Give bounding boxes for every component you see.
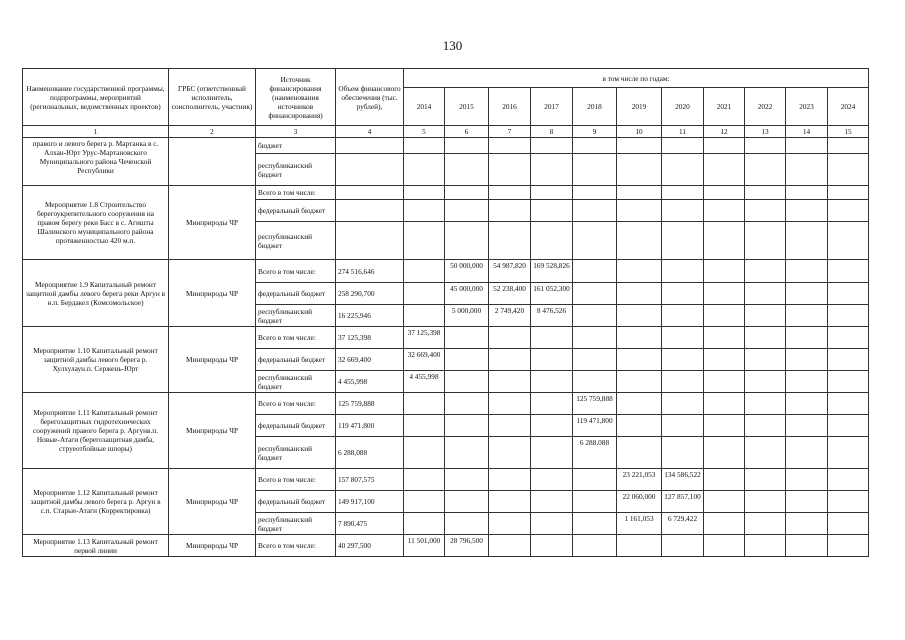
year-amount-cell (489, 469, 531, 491)
year-amount-cell: 45 000,000 (445, 283, 489, 305)
total-cell: 16 225,946 (336, 305, 404, 327)
year-amount-cell (445, 138, 489, 154)
financing-table (22, 68, 869, 557)
year-amount-cell (489, 327, 531, 349)
year-amount-cell (786, 437, 828, 469)
activity-name: Мероприятие 1.9 Капитальный ремонт защитной дамбы левого берега реки Аргун в н.п. Бердакел (Комсомольское) (23, 260, 169, 327)
source-cell: Всего в том числе: (256, 260, 336, 283)
year-amount-cell (828, 186, 869, 200)
year-amount-cell (662, 154, 704, 186)
year-amount-cell (573, 327, 617, 349)
year-amount-cell (445, 437, 489, 469)
year-amount-cell (531, 349, 573, 371)
header-row (23, 69, 869, 88)
year-amount-cell (828, 349, 869, 371)
year-amount-cell: 54 987,820 (489, 260, 531, 283)
year-amount-cell (617, 327, 662, 349)
year-amount-cell (573, 283, 617, 305)
grbs-cell: Минприроды ЧР (169, 186, 256, 260)
year-amount-cell (445, 327, 489, 349)
year-amount-cell (828, 469, 869, 491)
year-amount-cell: 125 759,888 (573, 393, 617, 415)
year-amount-cell (617, 260, 662, 283)
header-grbs: ГРБС (ответственный исполнитель, соисполнитель, участник) (169, 69, 256, 126)
year-amount-cell (404, 513, 445, 535)
year-amount-cell (745, 415, 786, 437)
year-amount-cell (617, 305, 662, 327)
year-amount-cell (828, 491, 869, 513)
year-amount-cell (445, 186, 489, 200)
year-amount-cell (704, 349, 745, 371)
source-cell: республиканский бюджет (256, 437, 336, 469)
total-cell (336, 138, 404, 154)
total-cell (336, 222, 404, 260)
year-amount-cell (489, 154, 531, 186)
year-amount-cell: 52 238,400 (489, 283, 531, 305)
year-amount-cell (828, 200, 869, 222)
year-amount-cell (745, 186, 786, 200)
year-amount-cell (489, 222, 531, 260)
year-amount-cell (745, 393, 786, 415)
year-amount-cell (662, 393, 704, 415)
year-amount-cell (786, 393, 828, 415)
year-amount-cell (531, 186, 573, 200)
grbs-cell: Минприроды ЧР (169, 469, 256, 535)
year-amount-cell (662, 305, 704, 327)
year-amount-cell (445, 371, 489, 393)
source-cell: Всего в том числе: (256, 327, 336, 349)
year-amount-cell: 28 796,500 (445, 535, 489, 557)
year-amount-cell (404, 305, 445, 327)
year-amount-cell (704, 283, 745, 305)
year-amount-cell (662, 222, 704, 260)
total-cell: 4 455,998 (336, 371, 404, 393)
year-amount-cell (745, 222, 786, 260)
year-header: 2023 (786, 88, 828, 126)
year-amount-cell (573, 154, 617, 186)
source-cell: республиканский бюджет (256, 513, 336, 535)
year-amount-cell (786, 327, 828, 349)
table-row (23, 138, 869, 154)
column-number: 6 (445, 126, 489, 138)
year-amount-cell (531, 371, 573, 393)
year-amount-cell (662, 437, 704, 469)
year-amount-cell (745, 371, 786, 393)
year-amount-cell (489, 535, 531, 557)
year-amount-cell (404, 260, 445, 283)
year-amount-cell (617, 138, 662, 154)
year-amount-cell (786, 513, 828, 535)
year-amount-cell (445, 154, 489, 186)
header-name: Наименование государственной программы, подпрограммы, мероприятий (региональных, ведомственных проектов) (23, 69, 169, 126)
year-amount-cell (404, 415, 445, 437)
year-amount-cell (531, 469, 573, 491)
year-amount-cell (704, 260, 745, 283)
year-amount-cell (828, 415, 869, 437)
year-amount-cell (573, 138, 617, 154)
year-amount-cell: 37 125,398 (404, 327, 445, 349)
year-amount-cell: 6 288,088 (573, 437, 617, 469)
source-cell: Всего в том числе: (256, 535, 336, 557)
year-amount-cell (786, 283, 828, 305)
year-amount-cell (745, 513, 786, 535)
column-number: 2 (169, 126, 256, 138)
year-amount-cell (445, 222, 489, 260)
year-amount-cell (828, 138, 869, 154)
year-amount-cell (404, 437, 445, 469)
source-cell: Всего в том числе: (256, 186, 336, 200)
year-amount-cell (573, 535, 617, 557)
column-number: 14 (786, 126, 828, 138)
year-amount-cell: 50 000,000 (445, 260, 489, 283)
year-amount-cell (662, 371, 704, 393)
year-amount-cell (489, 415, 531, 437)
year-amount-cell: 22 060,000 (617, 491, 662, 513)
year-amount-cell (531, 200, 573, 222)
year-amount-cell (445, 469, 489, 491)
year-amount-cell (531, 415, 573, 437)
year-amount-cell (828, 535, 869, 557)
total-cell (336, 200, 404, 222)
year-amount-cell: 6 729,422 (662, 513, 704, 535)
year-amount-cell (704, 437, 745, 469)
year-amount-cell (531, 138, 573, 154)
year-amount-cell (662, 327, 704, 349)
year-amount-cell (828, 283, 869, 305)
year-amount-cell (404, 154, 445, 186)
column-number: 12 (704, 126, 745, 138)
year-amount-cell (617, 535, 662, 557)
year-amount-cell (489, 393, 531, 415)
year-amount-cell (745, 260, 786, 283)
total-cell: 119 471,800 (336, 415, 404, 437)
total-cell: 40 297,500 (336, 535, 404, 557)
year-amount-cell (617, 222, 662, 260)
year-amount-cell: 8 476,526 (531, 305, 573, 327)
year-amount-cell (489, 491, 531, 513)
table-row (23, 186, 869, 200)
year-amount-cell (828, 371, 869, 393)
table-body (23, 138, 869, 557)
year-amount-cell (828, 327, 869, 349)
year-amount-cell (828, 393, 869, 415)
source-cell: федеральный бюджет (256, 349, 336, 371)
year-amount-cell (573, 513, 617, 535)
grbs-cell: Минприроды ЧР (169, 535, 256, 557)
year-amount-cell: 11 501,000 (404, 535, 445, 557)
year-amount-cell (531, 222, 573, 260)
total-cell: 7 890,475 (336, 513, 404, 535)
year-amount-cell (489, 437, 531, 469)
year-amount-cell (445, 513, 489, 535)
year-amount-cell (573, 491, 617, 513)
year-amount-cell (489, 186, 531, 200)
year-amount-cell (704, 154, 745, 186)
year-amount-cell (531, 491, 573, 513)
total-cell (336, 154, 404, 186)
column-number: 10 (617, 126, 662, 138)
total-cell: 125 759,888 (336, 393, 404, 415)
year-amount-cell (531, 437, 573, 469)
activity-name: Мероприятие 1.11 Капитальный ремонт берегозащитных гидротехнических сооружений правого берега р. Аргунв.п. Новые-Атаги (берегозащитная дамба, струеотбойные шпоры) (23, 393, 169, 469)
year-amount-cell (617, 393, 662, 415)
year-amount-cell (828, 513, 869, 535)
year-amount-cell (573, 349, 617, 371)
year-amount-cell (786, 260, 828, 283)
column-number: 1 (23, 126, 169, 138)
year-amount-cell (786, 349, 828, 371)
total-cell: 274 516,646 (336, 260, 404, 283)
year-header: 2022 (745, 88, 786, 126)
year-amount-cell (489, 513, 531, 535)
year-amount-cell (786, 469, 828, 491)
year-amount-cell (404, 200, 445, 222)
year-amount-cell (786, 491, 828, 513)
column-number: 7 (489, 126, 531, 138)
year-amount-cell (745, 469, 786, 491)
total-cell: 157 807,575 (336, 469, 404, 491)
year-amount-cell (786, 200, 828, 222)
source-cell: республиканский бюджет (256, 371, 336, 393)
year-amount-cell (745, 154, 786, 186)
year-amount-cell (617, 200, 662, 222)
year-amount-cell (745, 200, 786, 222)
source-cell: республиканский бюджет (256, 154, 336, 186)
year-amount-cell (786, 415, 828, 437)
year-amount-cell (445, 415, 489, 437)
source-cell: бюджет (256, 138, 336, 154)
year-amount-cell: 4 455,998 (404, 371, 445, 393)
year-amount-cell (704, 327, 745, 349)
year-amount-cell (745, 283, 786, 305)
table-row (23, 469, 869, 491)
year-header: 2017 (531, 88, 573, 126)
year-amount-cell (828, 305, 869, 327)
column-number: 11 (662, 126, 704, 138)
year-amount-cell (662, 283, 704, 305)
grbs-cell (169, 138, 256, 186)
year-amount-cell (745, 535, 786, 557)
year-amount-cell (662, 349, 704, 371)
header-volume: Объем финансового обеспечения (тыс. рублей), (336, 69, 404, 126)
source-cell: федеральный бюджет (256, 491, 336, 513)
year-header: 2021 (704, 88, 745, 126)
year-amount-cell (745, 491, 786, 513)
year-header: 2015 (445, 88, 489, 126)
total-cell: 149 917,100 (336, 491, 404, 513)
year-amount-cell (445, 200, 489, 222)
year-amount-cell (445, 349, 489, 371)
year-amount-cell (786, 535, 828, 557)
column-number: 5 (404, 126, 445, 138)
year-amount-cell (531, 393, 573, 415)
year-amount-cell: 32 669,400 (404, 349, 445, 371)
column-number: 13 (745, 126, 786, 138)
year-amount-cell: 161 052,300 (531, 283, 573, 305)
source-cell: федеральный бюджет (256, 200, 336, 222)
table-row (23, 260, 869, 283)
year-amount-cell (617, 283, 662, 305)
year-amount-cell (573, 260, 617, 283)
page-number: 130 (442, 38, 463, 53)
year-amount-cell (745, 305, 786, 327)
year-amount-cell (704, 491, 745, 513)
year-amount-cell (786, 186, 828, 200)
year-amount-cell (786, 222, 828, 260)
year-amount-cell (662, 138, 704, 154)
year-amount-cell: 23 221,053 (617, 469, 662, 491)
year-amount-cell (745, 437, 786, 469)
year-header: 2020 (662, 88, 704, 126)
year-amount-cell (617, 415, 662, 437)
year-header: 2016 (489, 88, 531, 126)
year-amount-cell (662, 260, 704, 283)
year-amount-cell: 5 000,000 (445, 305, 489, 327)
year-amount-cell (704, 415, 745, 437)
activity-name: Мероприятие 1.12 Капитальный ремонт защитной дамбы левого берега р. Аргун в с.п. Старые-Атаги (Корректировка) (23, 469, 169, 535)
year-header: 2018 (573, 88, 617, 126)
year-amount-cell (662, 200, 704, 222)
year-amount-cell (786, 138, 828, 154)
year-amount-cell (617, 349, 662, 371)
year-amount-cell (617, 186, 662, 200)
year-amount-cell (704, 222, 745, 260)
year-amount-cell (489, 371, 531, 393)
year-amount-cell (489, 200, 531, 222)
year-amount-cell (704, 371, 745, 393)
year-amount-cell: 169 528,826 (531, 260, 573, 283)
column-number: 15 (828, 126, 869, 138)
year-amount-cell (617, 437, 662, 469)
source-cell: федеральный бюджет (256, 415, 336, 437)
year-amount-cell (704, 305, 745, 327)
total-cell: 32 669,400 (336, 349, 404, 371)
year-amount-cell (704, 186, 745, 200)
year-amount-cell (573, 222, 617, 260)
column-number-row (23, 126, 869, 138)
year-amount-cell (828, 437, 869, 469)
column-number: 3 (256, 126, 336, 138)
column-number: 8 (531, 126, 573, 138)
activity-name: правого и левого берега р. Мартанка в с. Алхан-Юрт Урус-Мартановского Муниципального района Чеченской Республики (23, 138, 169, 186)
year-amount-cell (745, 349, 786, 371)
grbs-cell: Минприроды ЧР (169, 393, 256, 469)
year-amount-cell (786, 371, 828, 393)
year-amount-cell (828, 260, 869, 283)
year-amount-cell (704, 393, 745, 415)
year-amount-cell (489, 138, 531, 154)
source-cell: федеральный бюджет (256, 283, 336, 305)
source-cell: республиканский бюджет (256, 305, 336, 327)
year-amount-cell: 127 857,100 (662, 491, 704, 513)
year-amount-cell (404, 138, 445, 154)
year-amount-cell (662, 415, 704, 437)
year-amount-cell (786, 154, 828, 186)
year-amount-cell: 119 471,800 (573, 415, 617, 437)
grbs-cell: Минприроды ЧР (169, 327, 256, 393)
header-source: Источник финансирования (наименования источников финансирования) (256, 69, 336, 126)
year-amount-cell (404, 186, 445, 200)
table-row (23, 393, 869, 415)
source-cell: Всего в том числе: (256, 393, 336, 415)
year-header: 2024 (828, 88, 869, 126)
year-amount-cell (404, 393, 445, 415)
year-amount-cell (445, 491, 489, 513)
year-amount-cell (531, 154, 573, 186)
table-row (23, 327, 869, 349)
activity-name: Мероприятие 1.8 Строительство берегоукрепительного сооружения на правом берегу реки Басс в с. Агишты Шалинского муниципального района протяженностью 420 м.п. (23, 186, 169, 260)
year-amount-cell (573, 469, 617, 491)
year-amount-cell (828, 222, 869, 260)
year-amount-cell (745, 327, 786, 349)
year-amount-cell (573, 305, 617, 327)
total-cell: 258 290,700 (336, 283, 404, 305)
year-amount-cell: 2 749,420 (489, 305, 531, 327)
year-amount-cell (573, 371, 617, 393)
year-amount-cell (531, 535, 573, 557)
year-amount-cell (573, 186, 617, 200)
year-amount-cell (704, 200, 745, 222)
year-amount-cell (404, 283, 445, 305)
year-amount-cell (704, 535, 745, 557)
year-amount-cell (445, 393, 489, 415)
header-by-years: в том числе по годам: (404, 69, 869, 88)
year-amount-cell (531, 327, 573, 349)
year-amount-cell (489, 349, 531, 371)
year-amount-cell (786, 305, 828, 327)
activity-name: Мероприятие 1.10 Капитальный ремонт защитной дамбы левого берега р. Хулхулаун.п. Сержень-Юрт (23, 327, 169, 393)
year-header: 2019 (617, 88, 662, 126)
column-number: 4 (336, 126, 404, 138)
year-amount-cell (404, 469, 445, 491)
year-amount-cell (404, 222, 445, 260)
total-cell (336, 186, 404, 200)
year-amount-cell (617, 371, 662, 393)
year-amount-cell (704, 513, 745, 535)
source-cell: республиканский бюджет (256, 222, 336, 260)
year-header: 2014 (404, 88, 445, 126)
year-amount-cell: 1 161,053 (617, 513, 662, 535)
year-amount-cell (828, 154, 869, 186)
year-amount-cell (704, 469, 745, 491)
year-amount-cell (573, 200, 617, 222)
table-row (23, 535, 869, 557)
year-amount-cell (662, 186, 704, 200)
year-amount-cell (531, 513, 573, 535)
year-amount-cell: 134 586,522 (662, 469, 704, 491)
year-amount-cell (617, 154, 662, 186)
year-amount-cell (704, 138, 745, 154)
source-cell: Всего в том числе: (256, 469, 336, 491)
grbs-cell: Минприроды ЧР (169, 260, 256, 327)
year-amount-cell (745, 138, 786, 154)
activity-name: Мероприятие 1.13 Капитальный ремонт первой линии (23, 535, 169, 557)
column-number: 9 (573, 126, 617, 138)
total-cell: 37 125,398 (336, 327, 404, 349)
total-cell: 6 288,088 (336, 437, 404, 469)
year-amount-cell (404, 491, 445, 513)
year-amount-cell (662, 535, 704, 557)
